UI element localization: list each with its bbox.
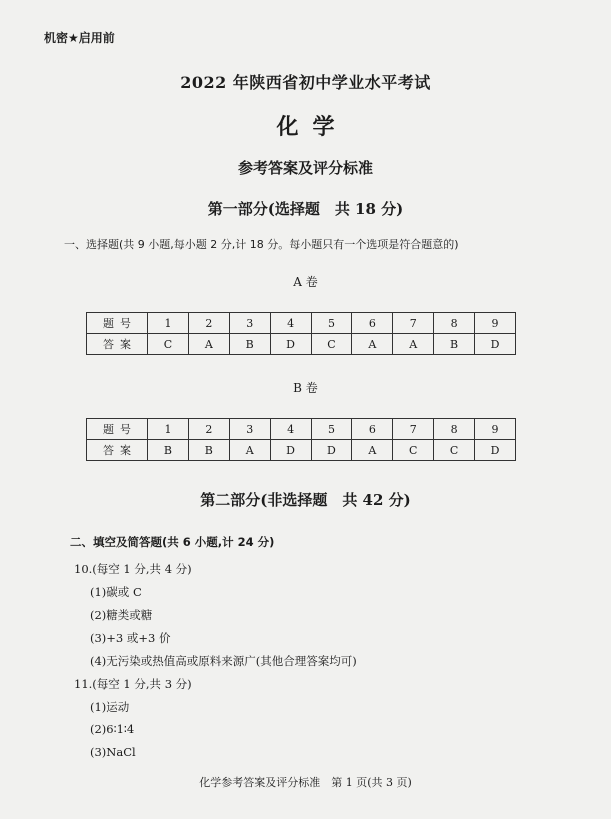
volume-b-answer-table bbox=[86, 418, 516, 461]
question-number: 8 bbox=[434, 419, 475, 440]
answer-key-title: 参考答案及评分标准 bbox=[237, 159, 373, 177]
question-number: 1 bbox=[148, 313, 189, 334]
volume-b-label: B 卷 bbox=[293, 381, 318, 395]
question-number: 6 bbox=[352, 313, 393, 334]
q11-answer-2: (2)6∶1∶4 bbox=[90, 722, 135, 736]
question-number: 4 bbox=[270, 419, 311, 440]
subject-title: 化学 bbox=[276, 114, 349, 140]
exam-title: 2022 年陕西省初中学业水平考试 bbox=[180, 73, 431, 92]
answer-cell: C bbox=[148, 334, 189, 355]
row-header-answer: 答案 bbox=[87, 440, 148, 461]
answer-cell: C bbox=[434, 440, 475, 461]
volume-a-answer-table bbox=[86, 312, 516, 355]
question-number: 6 bbox=[352, 419, 393, 440]
question-number: 7 bbox=[393, 419, 434, 440]
answer-cell: B bbox=[148, 440, 189, 461]
question-number: 8 bbox=[434, 313, 475, 334]
row-header-number: 题号 bbox=[87, 313, 148, 334]
table-row bbox=[87, 440, 516, 461]
question-number: 7 bbox=[393, 313, 434, 334]
q10-answer-3: (3)+3 或+3 价 bbox=[90, 631, 171, 645]
answer-cell: A bbox=[188, 334, 229, 355]
q11-answer-3: (3)NaCl bbox=[90, 745, 136, 759]
q10-answer-1: (1)碳或 C bbox=[90, 585, 142, 599]
question-11-heading: 11.(每空 1 分,共 3 分) bbox=[74, 677, 192, 691]
part2-title: 第二部分(非选择题 共 42 分) bbox=[200, 491, 411, 509]
volume-a-label: A 卷 bbox=[293, 275, 318, 289]
answer-cell: B bbox=[434, 334, 475, 355]
table-row bbox=[87, 419, 516, 440]
table-row bbox=[87, 334, 516, 355]
table-row bbox=[87, 313, 516, 334]
part1-title: 第一部分(选择题 共 18 分) bbox=[207, 200, 404, 218]
answer-cell: C bbox=[393, 440, 434, 461]
question-number: 9 bbox=[475, 313, 516, 334]
question-number: 5 bbox=[311, 313, 352, 334]
question-number: 2 bbox=[188, 313, 229, 334]
row-header-number: 题号 bbox=[87, 419, 148, 440]
answer-cell: A bbox=[393, 334, 434, 355]
page-footer: 化学参考答案及评分标准 第 1 页(共 3 页) bbox=[199, 776, 412, 789]
answer-cell: C bbox=[311, 334, 352, 355]
confidential-mark: 机密★启用前 bbox=[44, 31, 115, 45]
question-number: 3 bbox=[229, 419, 270, 440]
q10-answer-4: (4)无污染或热值高或原料来源广(其他合理答案均可) bbox=[90, 654, 357, 668]
answer-cell: D bbox=[270, 334, 311, 355]
answer-cell: D bbox=[270, 440, 311, 461]
q11-answer-1: (1)运动 bbox=[90, 700, 130, 714]
answer-cell: A bbox=[352, 440, 393, 461]
answer-cell: D bbox=[311, 440, 352, 461]
answer-cell: B bbox=[229, 334, 270, 355]
answer-cell: A bbox=[229, 440, 270, 461]
question-number: 9 bbox=[475, 419, 516, 440]
question-number: 2 bbox=[188, 419, 229, 440]
answer-cell: B bbox=[188, 440, 229, 461]
section1-heading: 一、选择题(共 9 小题,每小题 2 分,计 18 分。每小题只有一个选项是符合题意的) bbox=[64, 238, 459, 251]
answer-cell: A bbox=[352, 334, 393, 355]
question-10-heading: 10.(每空 1 分,共 4 分) bbox=[74, 562, 192, 576]
section2-heading: 二、填空及简答题(共 6 小题,计 24 分) bbox=[70, 535, 275, 549]
question-number: 1 bbox=[148, 419, 189, 440]
question-number: 4 bbox=[270, 313, 311, 334]
answer-cell: D bbox=[475, 440, 516, 461]
row-header-answer: 答案 bbox=[87, 334, 148, 355]
answer-cell: D bbox=[475, 334, 516, 355]
question-number: 5 bbox=[311, 419, 352, 440]
question-number: 3 bbox=[229, 313, 270, 334]
q10-answer-2: (2)糖类或糖 bbox=[90, 608, 153, 622]
